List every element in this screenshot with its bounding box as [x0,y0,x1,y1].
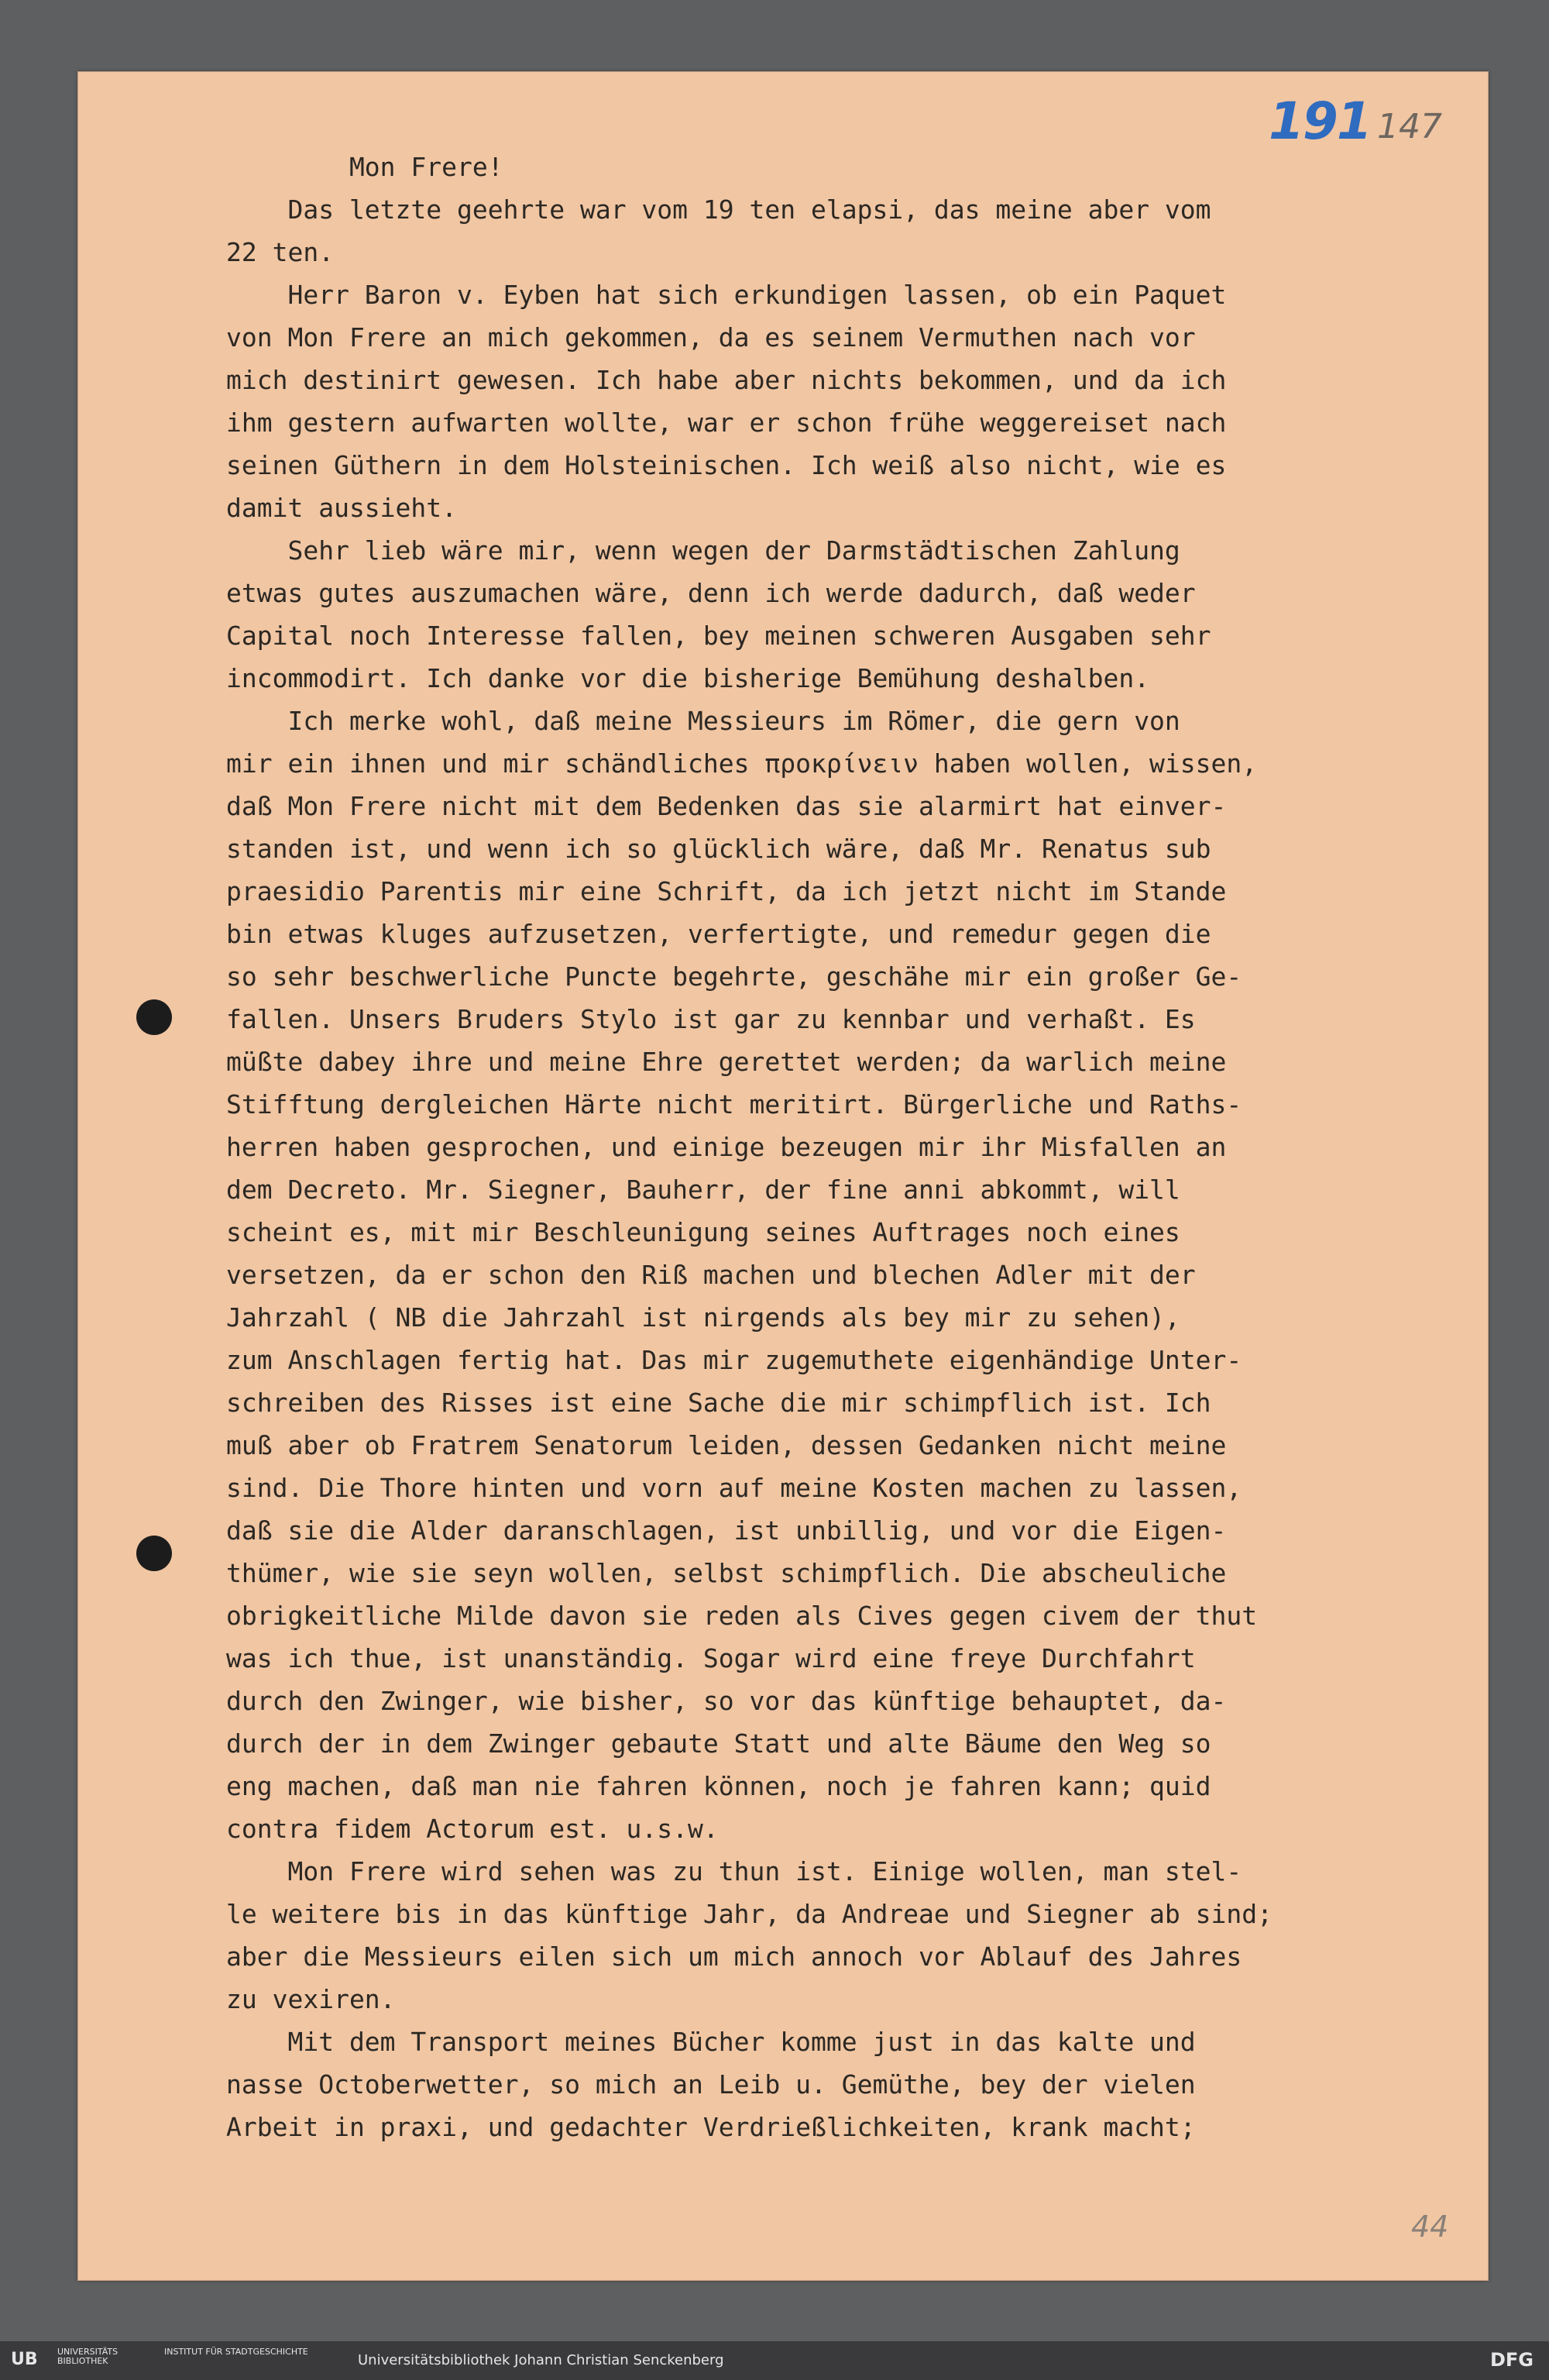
ub-logo: UB [11,2350,38,2369]
text-line: Herr Baron v. Eyben hat sich erkundigen lassen, ob ein Paquet [226,280,1227,310]
text-line: contra fidem Actorum est. u.s.w. [226,1814,719,1844]
text-line: scheint es, mit mir Beschleunigung seines Auftrages noch eines [226,1217,1180,1247]
text-line: Mit dem Transport meines Bücher komme just in das kalte und [226,2027,1196,2057]
text-line: mich destinirt gewesen. Ich habe aber nichts bekommen, und da ich [226,365,1227,395]
archive-number: 191 [1269,91,1371,151]
text-line: Sehr lieb wäre mir, wenn wegen der Darmstädtischen Zahlung [226,535,1180,566]
text-line: Mon Frere! [226,152,503,182]
text-line: Jahrzahl ( NB die Jahrzahl ist nirgends als bey mir zu sehen), [226,1302,1180,1333]
institute-label: INSTITUT FÜR STADTGESCHICHTE [164,2347,308,2357]
text-line: zum Anschlagen fertig hat. Das mir zugemuthete eigenhändige Unter- [226,1345,1242,1375]
letter-body [226,146,1496,2148]
text-line: praesidio Parentis mir eine Schrift, da ich jetzt nicht im Stande [226,876,1227,906]
punch-hole [136,1536,172,1571]
text-line: etwas gutes auszumachen wäre, denn ich werde dadurch, daß weder [226,578,1196,608]
text-line: schreiben des Risses ist eine Sache die mir schimpflich ist. Ich [226,1388,1211,1418]
text-line: Ich merke wohl, daß meine Messieurs im Römer, die gern von [226,706,1180,736]
text-line: versetzen, da er schon den Riß machen und blechen Adler mit der [226,1260,1196,1290]
text-line: Arbeit in praxi, und gedachter Verdrießlichkeiten, krank macht; [226,2112,1196,2142]
text-line: aber die Messieurs eilen sich um mich annoch vor Ablauf des Jahres [226,1941,1242,1972]
footer-bar [0,2341,1549,2380]
text-line: thümer, wie sie seyn wollen, selbst schimpflich. Die abscheuliche [226,1558,1227,1588]
text-line: incommodirt. Ich danke vor die bisherige Bemühung deshalben. [226,663,1150,693]
text-line: daß sie die Alder daranschlagen, ist unbillig, und vor die Eigen- [226,1515,1227,1546]
text-line: Stifftung dergleichen Härte nicht meritirt. Bürgerliche und Raths- [226,1089,1242,1119]
text-line: 22 ten. [226,237,335,267]
text-line: seinen Güthern in dem Holsteinischen. Ich weiß also nicht, wie es [226,450,1227,480]
page-number: 44 [1411,2210,1449,2244]
text-line: so sehr beschwerliche Puncte begehrte, geschähe mir ein großer Ge- [226,961,1242,992]
old-folio-number: 147 [1377,107,1442,146]
text-line: ihm gestern aufwarten wollte, war er schon frühe weggereiset nach [226,408,1227,438]
text-line: fallen. Unsers Bruders Stylo ist gar zu kennbar und verhaßt. Es [226,1004,1196,1034]
text-line: nasse Octoberwetter, so mich an Leib u. Gemüthe, bey der vielen [226,2069,1196,2100]
text-line: sind. Die Thore hinten und vorn auf meine Kosten machen zu lassen, [226,1473,1242,1503]
text-line: daß Mon Frere nicht mit dem Bedenken das sie alarmirt hat einver- [226,791,1227,821]
text-line: durch der in dem Zwinger gebaute Statt und alte Bäume den Weg so [226,1728,1211,1759]
university-label: UNIVERSITÄTS BIBLIOTHEK [57,2347,118,2366]
text-line: zu vexiren. [226,1984,396,2014]
text-line: damit aussieht. [226,493,458,523]
text-line: standen ist, und wenn ich so glücklich wäre, daß Mr. Renatus sub [226,834,1211,864]
text-line: muß aber ob Fratrem Senatorum leiden, dessen Gedanken nicht meine [226,1430,1227,1460]
text-line: herren haben gesprochen, und einige bezeugen mir ihr Misfallen an [226,1132,1227,1162]
text-line: durch den Zwinger, wie bisher, so vor das künftige behauptet, da- [226,1686,1227,1716]
text-line: dem Decreto. Mr. Siegner, Bauherr, der fine anni abkommt, will [226,1175,1180,1205]
text-line: le weitere bis in das künftige Jahr, da Andreae und Siegner ab sind; [226,1899,1273,1929]
text-line: bin etwas kluges aufzusetzen, verfertigte, und remedur gegen die [226,919,1211,949]
text-line: Mon Frere wird sehen was zu thun ist. Einige wollen, man stel- [226,1856,1242,1886]
text-line: müßte dabey ihre und meine Ehre gerettet werden; da warlich meine [226,1047,1227,1077]
text-line: eng machen, daß man nie fahren können, noch je fahren kann; quid [226,1771,1211,1801]
punch-hole [136,999,172,1035]
text-line: was ich thue, ist unanständig. Sogar wird eine freye Durchfahrt [226,1643,1196,1673]
text-line: Capital noch Interesse fallen, bey meinen schweren Ausgaben sehr [226,621,1211,651]
text-line: mir ein ihnen und mir schändliches προκρίνειν haben wollen, wissen, [226,748,1258,779]
library-name: Universitätsbibliothek Johann Christian Senckenberg [358,2352,724,2368]
text-line: von Mon Frere an mich gekommen, da es seinem Vermuthen nach vor [226,322,1196,353]
text-line: Das letzte geehrte war vom 19 ten elapsi, das meine aber vom [226,194,1211,225]
text-line: obrigkeitliche Milde davon sie reden als Cives gegen civem der thut [226,1601,1258,1631]
dfg-logo: DFG [1489,2349,1534,2371]
